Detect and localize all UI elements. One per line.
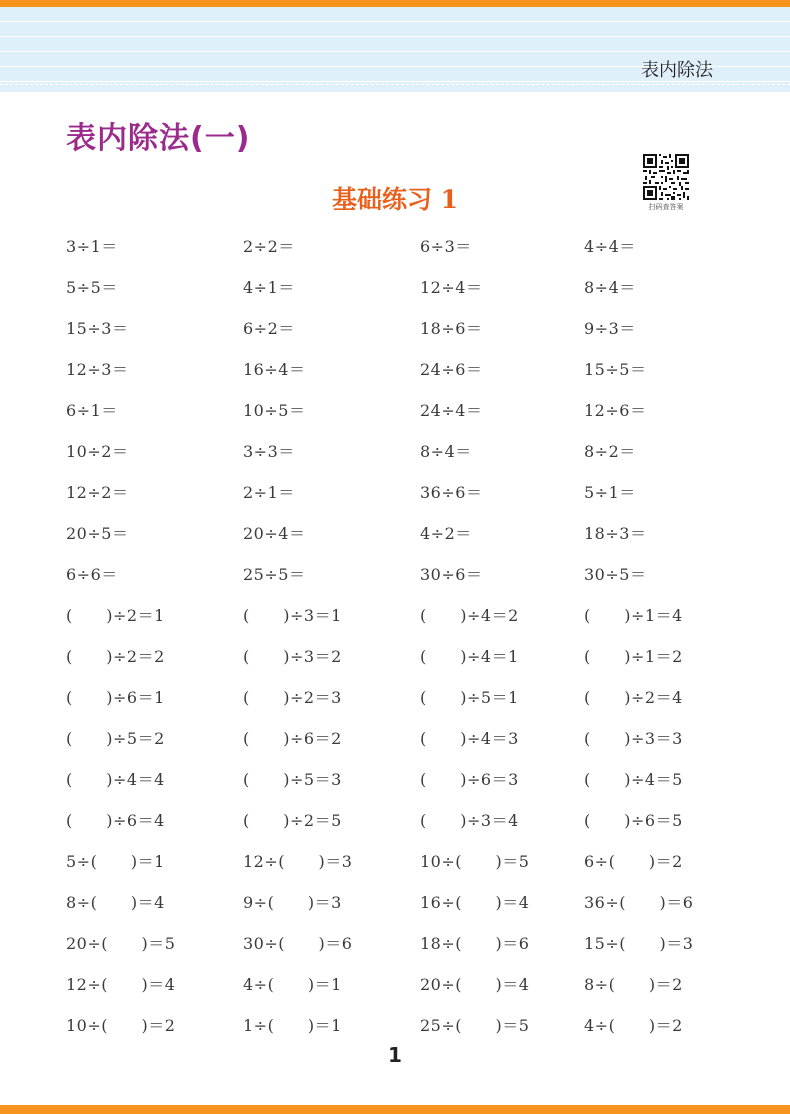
problem-item: ( )÷1＝4 xyxy=(584,606,683,625)
problem-item: ( )÷3＝1 xyxy=(243,606,342,625)
header-dashed-line xyxy=(0,51,790,52)
problem-item: ( )÷4＝1 xyxy=(420,647,519,666)
header-dashed-line xyxy=(0,84,790,85)
problem-item: ( )÷4＝3 xyxy=(420,729,519,748)
problem-item: ( )÷5＝1 xyxy=(420,688,519,707)
problem-item: 9÷( )＝3 xyxy=(243,893,342,912)
problem-item: ( )÷5＝3 xyxy=(243,770,342,789)
problem-item: 12÷4＝ xyxy=(420,278,483,297)
problem-item: ( )÷2＝1 xyxy=(66,606,165,625)
problem-item: 1÷( )＝1 xyxy=(243,1016,342,1035)
problem-item: 20÷( )＝5 xyxy=(66,934,176,953)
problem-item: ( )÷2＝5 xyxy=(243,811,342,830)
problem-item: 36÷6＝ xyxy=(420,483,483,502)
top-accent-bar xyxy=(0,0,790,7)
problem-item: 30÷5＝ xyxy=(584,565,647,584)
problem-item: 8÷( )＝2 xyxy=(584,975,683,994)
problem-item: 24÷6＝ xyxy=(420,360,483,379)
problem-item: 5÷( )＝1 xyxy=(66,852,165,871)
problem-item: 18÷6＝ xyxy=(420,319,483,338)
problem-item: 6÷( )＝2 xyxy=(584,852,683,871)
problem-item: 16÷( )＝4 xyxy=(420,893,530,912)
problem-item: 3÷3＝ xyxy=(243,442,295,461)
problem-item: 15÷( )＝3 xyxy=(584,934,694,953)
problem-item: ( )÷6＝1 xyxy=(66,688,165,707)
problem-item: 4÷4＝ xyxy=(584,237,636,256)
problem-item: ( )÷3＝4 xyxy=(420,811,519,830)
problem-item: 4÷2＝ xyxy=(420,524,472,543)
problem-item: ( )÷4＝4 xyxy=(66,770,165,789)
problem-item: ( )÷3＝2 xyxy=(243,647,342,666)
problem-item: 12÷( )＝4 xyxy=(66,975,176,994)
problem-item: ( )÷2＝2 xyxy=(66,647,165,666)
problem-item: ( )÷2＝3 xyxy=(243,688,342,707)
problem-item: 2÷2＝ xyxy=(243,237,295,256)
page-title: 表内除法(一) xyxy=(66,121,251,156)
problem-item: 15÷3＝ xyxy=(66,319,129,338)
problem-item: 25÷( )＝5 xyxy=(420,1016,530,1035)
problem-item: 6÷6＝ xyxy=(66,565,118,584)
qr-caption: 扫码查答案 xyxy=(648,203,684,211)
problem-item: 4÷1＝ xyxy=(243,278,295,297)
problem-item: 10÷2＝ xyxy=(66,442,129,461)
problem-item: 8÷4＝ xyxy=(420,442,472,461)
problem-item: 8÷2＝ xyxy=(584,442,636,461)
problem-item: 30÷6＝ xyxy=(420,565,483,584)
problem-item: 4÷( )＝1 xyxy=(243,975,342,994)
problem-item: ( )÷3＝3 xyxy=(584,729,683,748)
problem-item: ( )÷4＝2 xyxy=(420,606,519,625)
qr-code[interactable] xyxy=(643,154,689,212)
problem-item: 36÷( )＝6 xyxy=(584,893,694,912)
problem-item: 2÷1＝ xyxy=(243,483,295,502)
problem-item: ( )÷6＝2 xyxy=(243,729,342,748)
problem-item: 5÷1＝ xyxy=(584,483,636,502)
problem-item: ( )÷6＝5 xyxy=(584,811,683,830)
problem-item: 4÷( )＝2 xyxy=(584,1016,683,1035)
problem-item: 8÷( )＝4 xyxy=(66,893,165,912)
problem-item: 12÷2＝ xyxy=(66,483,129,502)
problem-item: ( )÷1＝2 xyxy=(584,647,683,666)
problem-item: 3÷1＝ xyxy=(66,237,118,256)
problem-item: 10÷( )＝5 xyxy=(420,852,530,871)
problem-item: 20÷5＝ xyxy=(66,524,129,543)
problem-item: 18÷( )＝6 xyxy=(420,934,530,953)
problem-item: ( )÷5＝2 xyxy=(66,729,165,748)
page-number: 1 xyxy=(388,1043,402,1067)
qr-code-icon xyxy=(643,154,689,200)
problem-item: ( )÷6＝4 xyxy=(66,811,165,830)
section-label: 表内除法 xyxy=(641,60,713,81)
problem-item: 12÷3＝ xyxy=(66,360,129,379)
problem-item: 8÷4＝ xyxy=(584,278,636,297)
problem-item: 10÷( )＝2 xyxy=(66,1016,176,1035)
exercise-subtitle: 基础练习 1 xyxy=(331,185,459,214)
problem-item: 15÷5＝ xyxy=(584,360,647,379)
problem-item: 12÷( )＝3 xyxy=(243,852,353,871)
problem-item: 25÷5＝ xyxy=(243,565,306,584)
problem-item: 12÷6＝ xyxy=(584,401,647,420)
problem-item: ( )÷6＝3 xyxy=(420,770,519,789)
problem-item: 20÷4＝ xyxy=(243,524,306,543)
problem-item: 20÷( )＝4 xyxy=(420,975,530,994)
problem-item: 10÷5＝ xyxy=(243,401,306,420)
problem-item: ( )÷4＝5 xyxy=(584,770,683,789)
problem-item: 30÷( )＝6 xyxy=(243,934,353,953)
problem-item: 5÷5＝ xyxy=(66,278,118,297)
bottom-accent-bar xyxy=(0,1105,790,1114)
problem-item: 6÷1＝ xyxy=(66,401,118,420)
problem-item: 16÷4＝ xyxy=(243,360,306,379)
problem-item: 24÷4＝ xyxy=(420,401,483,420)
problem-item: 9÷3＝ xyxy=(584,319,636,338)
problem-item: 6÷3＝ xyxy=(420,237,472,256)
problem-item: 6÷2＝ xyxy=(243,319,295,338)
problem-item: ( )÷2＝4 xyxy=(584,688,683,707)
problem-item: 18÷3＝ xyxy=(584,524,647,543)
